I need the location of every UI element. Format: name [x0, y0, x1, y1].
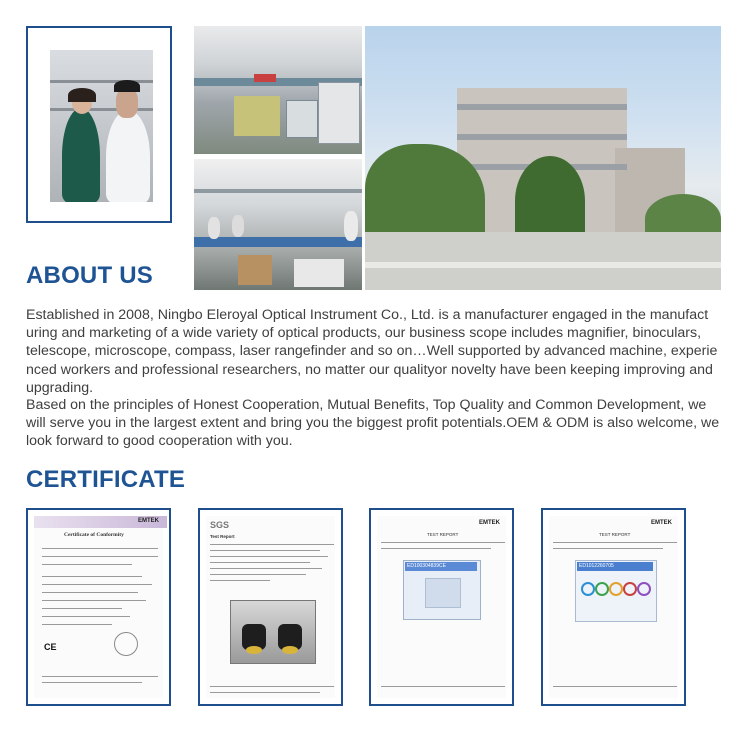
about-paragraph-1: Established in 2008, Ningbo Eleroyal Optical Instrument Co., Ltd. is a manufacturer engaged in the manufact uring and marketing of a wide variety of optical products, our business scope includes magnifier, binoculars, telescope, microscope, compass, laser rangefinder and so on…Well supported by advanced machine, experie nced workers and professional researchers, no matter our qualityor novelty have been keeping improving and upgrading.: [26, 307, 718, 396]
emtek-logo: EMTEK: [651, 520, 672, 526]
report-code: ED100304839CE: [407, 563, 446, 569]
ce-mark: CE: [44, 642, 57, 652]
factory-workshop-photo: [194, 26, 362, 154]
test-report-title: TEST REPORT: [427, 532, 459, 537]
sgs-title: Test Report: [210, 534, 235, 539]
emtek-logo: EMTEK: [138, 518, 159, 524]
team-photo: [50, 50, 153, 202]
test-report-title: TEST REPORT: [599, 532, 631, 537]
sgs-logo: SGS: [210, 520, 230, 530]
report-code: ED1012260705: [579, 563, 614, 569]
team-photo-frame: [26, 26, 172, 223]
about-paragraph-2: Based on the principles of Honest Cooperation, Mutual Benefits, Top Quality and Common Development, we will serve you in the largest extent and bring you the biggest profit potentials.OEM & ODM is also welcome, we look forward to good cooperation with you.: [26, 397, 720, 450]
certificate-of-conformity: [26, 508, 171, 706]
sgs-test-report: [198, 508, 343, 706]
emtek-logo: EMTEK: [479, 520, 500, 526]
emtek-test-report-2: [541, 508, 686, 706]
certificate-title: Certificate of Conformity: [64, 532, 124, 538]
certificate-heading: CERTIFICATE: [26, 466, 186, 493]
assembly-line-photo: [194, 159, 362, 290]
about-us-heading: ABOUT US: [26, 262, 153, 289]
company-building-photo: [365, 26, 721, 290]
emtek-test-report-1: [369, 508, 514, 706]
